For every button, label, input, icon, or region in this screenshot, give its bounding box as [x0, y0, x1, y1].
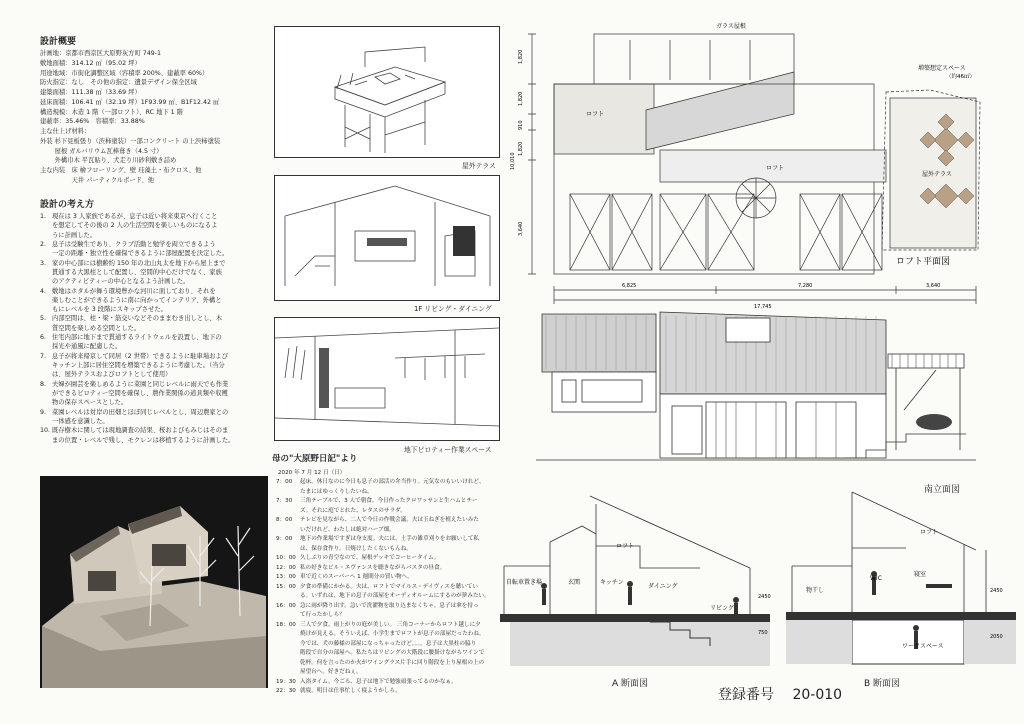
concept-heading: 設計の考え方: [40, 200, 95, 210]
section-a-title: A 断面図: [612, 679, 649, 689]
concept-item-line: [40, 324, 272, 333]
diary-entry-time: 12：00: [276, 564, 296, 571]
diary-entry-line: [276, 668, 504, 678]
concept-item-text: ができるピロティー空間を確保し、農作業関係の道具類や収穫: [52, 389, 228, 397]
diary-entry-line: [276, 602, 504, 612]
concept-item-line: [40, 212, 272, 221]
concept-item-text: まの位置・レベルで残し、モクレンは移植するように計画した。: [52, 436, 235, 444]
dims-horizontal: [622, 283, 940, 310]
concept-item-line: [40, 221, 272, 230]
dim-v-4: 1,820: [518, 141, 524, 156]
model-photo: [40, 476, 268, 688]
section-a-label-bike: 自転車置き場: [506, 579, 543, 586]
section-b-label-workspace: ワークスペース: [902, 643, 944, 650]
concept-item-line: [40, 259, 272, 268]
loft-plan-title: ロフト平面図: [896, 257, 951, 267]
overview-line: 屋根 ガルバリウム瓦棒葺き（4.5 寸）: [40, 147, 163, 155]
overview-section: [40, 34, 270, 186]
section-b-dim-2: 2050: [990, 634, 1003, 640]
section-b-label-loft: ロフト: [920, 529, 939, 536]
concept-item-text: うに計画した。: [52, 231, 97, 239]
concept-item-number: 8.: [40, 380, 47, 388]
overview-line: 計画地：京都市西京区大原野灰方町 749-1: [40, 50, 162, 57]
terrace-sketch-drawing: [275, 27, 499, 157]
diary-entry-time: [276, 630, 300, 640]
diary-entry-line: [276, 564, 504, 574]
concept-item-text: 敷地はホタルが舞う環境豊かな河川に面しており、それを: [52, 287, 216, 295]
concept-item-line: [40, 436, 272, 445]
overview-line: 外装 杉下見板張り（渋柿塗装）一部コンクリート の上渋柿塗装: [40, 137, 221, 145]
concept-item-line: [40, 240, 272, 249]
diary-entry-line: [276, 687, 504, 697]
concept-item-line: [40, 287, 272, 296]
dim-v-5: 3,640: [518, 221, 524, 236]
diary-entry-text: る。いずれは、地下の息子の部屋をオーディオルームにするのが夢みたい。: [300, 593, 490, 599]
diary-entry-line: [276, 478, 504, 488]
diary-entry-line: [276, 554, 504, 564]
concept-item-line: [40, 370, 272, 379]
diary-entry-text: いだけれど、わたしは絶対ハーブ畑。: [300, 526, 395, 533]
diary-entry-line: [276, 621, 504, 631]
diary-entry-line: [276, 611, 504, 621]
diary-entry-time: [276, 659, 300, 669]
diary-entry-text: は、保存食作り。日焼けしたくないもんね。: [300, 545, 412, 552]
concept-item-text: 息子は受験生であり、クラブ活動と勉学を両立できるよう: [52, 240, 216, 248]
diary-entry-text: 久しぶりの青空なので、屋根デッキでコーヒータイム。: [300, 555, 440, 561]
overview-heading: 設計概要: [40, 37, 77, 47]
diary-entry-time: 15：00: [276, 583, 296, 590]
diary-entry-text: 焼けが見える。そういえば、小学生までロフトが息子の部屋だったわね。: [300, 631, 485, 637]
concept-item-text: 住宅内部に地下まで貫通するライトウェルを設置し、地下の: [52, 334, 222, 342]
diary-entry-line: [276, 526, 504, 536]
diary-entry-line: [276, 545, 504, 555]
dim-v-2: 1,820: [518, 91, 524, 106]
overview-line: 建蔽率：35.46% 容積率：33.88%: [40, 118, 145, 126]
concept-item-line: [40, 408, 272, 417]
diary-entry-time: [276, 526, 300, 536]
diary-date: 2020 年 7 月 12 日（日）: [278, 470, 346, 476]
concept-item-line: [40, 389, 272, 398]
dim-v-total: 10,010: [510, 152, 516, 170]
concept-item-line: [40, 398, 272, 407]
concept-item-line: [40, 361, 272, 370]
diary-entry-text: 三角テーブルで、3 人で朝食。今日作ったクロワッサンと生ハムとチー: [300, 498, 478, 504]
concept-item-text: を想定してその後の 2 人の生活空間を楽しいものになるよ: [52, 222, 218, 230]
sketch-terrace: [274, 26, 500, 158]
section-b-label-storage: 物干し: [806, 587, 825, 594]
concept-item-text: 内部空間は、柱・梁・筋交いなどそのままむき出しとし、木: [52, 315, 223, 323]
diary-entry-line: [276, 497, 504, 507]
concept-item-text: 貫通する大黒柱として配置し、空間的中心だけでなく、家族: [52, 268, 222, 276]
section-a-dim-2: 750: [758, 630, 768, 636]
dim-v-3: 910: [518, 120, 524, 130]
concept-list: [40, 212, 272, 445]
concept-item-text: は、屋外テラスおよびロフトとして使用）: [52, 371, 172, 379]
concept-item-line: [40, 426, 272, 435]
sketch-piloti: [274, 317, 500, 441]
south-elevation: [536, 310, 976, 480]
concept-item-number: 2.: [40, 240, 47, 248]
diary-entry-time: 7：30: [276, 498, 293, 504]
concept-item-line: [40, 314, 272, 323]
concept-item-line: [40, 268, 272, 277]
diary-entry-text: 乾杯。何を言ったのか火がワイングラス片手に回り階段を上り屋根の上の: [300, 659, 485, 666]
section-a-dim-1: 2450: [758, 594, 771, 600]
diary-entry-time: 9：00: [276, 536, 293, 542]
diary-entry-text: 就寝。明日は仕事忙しく寝ようかしら。: [300, 688, 401, 694]
label-future-space: 増築想定スペース: [918, 65, 966, 72]
concept-item-line: [40, 305, 272, 314]
overview-line: 天井 パーティクルボード、他: [40, 176, 155, 184]
diary-entry-text: 屋望台へ。好きだねぇ。: [300, 669, 362, 675]
diary-entry-text: ズ。それに庭でとれた、レタスのサラダ。: [300, 507, 406, 514]
concept-item-number: 1.: [40, 213, 47, 220]
diary-entry-time: 10：00: [276, 555, 296, 561]
section-a-label-entrance: 玄関: [568, 579, 581, 586]
concept-item-text: 質空間を楽しめる空間とした。: [52, 324, 141, 332]
concept-item-line: [40, 249, 272, 258]
dim-h-2: 7,280: [798, 283, 813, 289]
section-b-dim-1: 2450: [990, 588, 1003, 594]
overview-line: 防火指定：なし その他の指定：遺景デザイン保全区域: [40, 79, 197, 87]
caption-living: 1F リビング・ダイニング: [414, 305, 492, 313]
diary-entry-line: [276, 678, 504, 688]
diary-list: [276, 478, 504, 697]
concept-section: [40, 197, 272, 445]
diary-entry-text: 急に雨が降り出す。急いで洗濯物を取り込まなくちゃ。息子は傘を持っ: [300, 602, 479, 609]
dim-v-1: 1,820: [518, 49, 524, 64]
concept-item-line: [40, 342, 272, 351]
concept-item-line: [40, 296, 272, 305]
diary-entry-time: 18：00: [276, 621, 296, 628]
overview-line: 用途地域：市街化調整区域（容積率 200%、建蔽率 60%）: [40, 69, 209, 77]
overview-line: 主な内装 床 檜フローリング、壁 珪藻土・布クロス、他: [40, 167, 202, 174]
diary-entry-line: [276, 488, 504, 498]
living-sketch-drawing: [275, 176, 499, 300]
diary-entry-time: 16：00: [276, 602, 296, 609]
diary-section: [272, 452, 504, 697]
diary-entry-text: 地下の作業場ですぎは身支度。夫には、土手の雑草刈りをお願いして私: [300, 536, 480, 542]
concept-item-number: 7.: [40, 352, 47, 360]
diary-title: 母の"大原野日記"より: [272, 454, 358, 464]
overview-line: 外構巾木 平瓦貼り、犬走り川砂利敷き詰め: [40, 157, 177, 165]
section-b-label-bedroom: 寝室: [914, 571, 927, 578]
concept-item-text: 夫婦が園芸を楽しめるように菜園と同じレベルに雨天でも作業: [52, 380, 229, 388]
diary-entry-line: [276, 640, 504, 650]
diary-entry-text: テレビを見ながら、二人で今日の作戦会議。夫は玉ねぎを植えたいみた: [300, 517, 479, 523]
diary-entry-time: [276, 640, 300, 650]
section-b-title: B 断面図: [864, 679, 901, 689]
diary-entry-text: 階段で自分の部屋へ。私たちはリビングの大階段に腰掛けながらワインで: [300, 650, 485, 656]
diary-entry-line: [276, 630, 504, 640]
diary-entry-time: [276, 488, 300, 498]
diary-entry-time: 8：00: [276, 517, 293, 523]
concept-item-line: [40, 333, 272, 342]
concept-item-text: 現在は 3 人家族であるが、息子は近い将来東京へ行くこと: [52, 213, 218, 220]
diary-entry-line: [276, 573, 504, 583]
registration-label: 登録番号: [718, 687, 774, 703]
diary-entry-line: [276, 507, 504, 517]
concept-item-line: [40, 380, 272, 389]
diary-entry-time: 22：30: [276, 688, 296, 694]
concept-item-text: キッチン上部に居住空間を増築できるように考慮した。（当分: [52, 362, 225, 369]
concept-item-text: 一定の距離・独立性を確保できるように部屋配置を決定した。: [52, 250, 229, 258]
diary-entry-line: [276, 535, 504, 545]
diary-entry-time: 19：30: [276, 678, 296, 685]
concept-item-text: 家の中心部には樹齢約 150 年の北山丸太を地下から屋上まで: [52, 259, 226, 267]
label-glass-roof: ガラス屋根: [716, 23, 746, 30]
section-a-drawing: [500, 488, 772, 668]
diary-entry-text: 入浴タイム。今ごろ、息子は地下で勉強頑張ってるのかなぁ。: [300, 678, 457, 685]
label-future-area: （約46㎡）: [946, 74, 975, 80]
model-photo-illustration: [40, 476, 268, 688]
section-a-label-kitchen: キッチン: [600, 579, 624, 586]
diary-entry-text: 夕食の準備にかかる。夫は、ロフトでマイルス・デイヴィスを聴いてい: [300, 583, 478, 590]
south-elevation-title: 南立面図: [924, 485, 961, 495]
section-b: [786, 488, 1016, 668]
diary-entry-line: [276, 659, 504, 669]
dim-h-total: 17,745: [754, 304, 772, 310]
concept-item-text: 楽しむことができるように南に向かってインテリア、外構と: [52, 296, 222, 304]
caption-piloti: 地下ピロティー作業スペース: [404, 446, 492, 454]
overview-line: 主な仕上げ材料：: [40, 128, 91, 135]
section-b-drawing: [786, 488, 1016, 668]
section-a-label-living: リビング: [710, 605, 734, 612]
label-terrace: 屋外テラス: [922, 171, 952, 178]
concept-item-text: 既存樹木に関しては現地調査の結果、桜およびもみじはそのま: [52, 427, 229, 435]
concept-item-text: 息子が将来帰京して同居（2 世帯）できるように駐車場および: [52, 352, 229, 360]
loft-plan-drawing: [510, 10, 1010, 310]
diary-entry-text: 起床。休日なのに今日も息子の部活の弁当作り。元気なのもいいけれど、: [300, 479, 485, 485]
section-a: [500, 488, 772, 668]
diary-entry-time: [276, 611, 300, 621]
concept-item-number: 10.: [40, 427, 51, 435]
overview-line: 建築面積：111.38 ㎡（33.69 坪）: [40, 89, 141, 96]
concept-item-number: 9.: [40, 408, 47, 416]
concept-item-text: 一体感を意識した。: [52, 417, 109, 425]
diary-entry-time: [276, 649, 300, 659]
concept-item-number: 4.: [40, 287, 47, 295]
diary-entry-text: 三人で夕食。雨上がりの庭が美しい。 三角コーナーからロフト越しに夕: [300, 621, 481, 628]
registration-value: 20-010: [792, 687, 843, 703]
concept-item-text: のアクティビティーの中心となるよう計画した。: [52, 278, 190, 286]
dims-vertical: [510, 50, 524, 236]
diary-entry-text: 今では、犬の藤様の部屋になっちゃったけど。。。。息子は大黒柱の脇り: [300, 640, 477, 647]
piloti-sketch-drawing: [275, 318, 499, 440]
diary-entry-time: [276, 592, 300, 602]
concept-item-text: もにレベルを 3 段階にスキップさせた。: [52, 306, 167, 314]
diary-entry-text: て行ったかしら？: [300, 612, 345, 618]
diary-entry-line: [276, 583, 504, 593]
concept-item-number: 6.: [40, 334, 47, 342]
diary-entry-time: 7：00: [276, 479, 293, 485]
section-a-label-dining: ダイニング: [648, 583, 678, 590]
diary-entry-time: [276, 507, 300, 517]
concept-item-text: 物の保存スペースとした。: [52, 399, 128, 407]
overview-line: 構造規模：木造 1 階（一部ロフト）、RC 地下 1 階: [40, 108, 183, 116]
concept-item-line: [40, 417, 272, 426]
dim-h-3: 3,640: [926, 283, 941, 289]
diary-entry-time: [276, 668, 300, 678]
diary-entry-text: 車で近くのスーパーへ 1 週間分の買い物へ。: [300, 574, 413, 580]
concept-item-line: [40, 277, 272, 286]
diary-entry-text: 私の好きなビル・エヴァンスを聴きながらパスタの昼食。: [300, 564, 446, 571]
concept-item-text: 採光や通風に配慮した。: [52, 343, 122, 351]
concept-item-line: [40, 231, 272, 240]
concept-item-number: 3.: [40, 259, 47, 267]
diary-entry-line: [276, 516, 504, 526]
section-b-label-wic: WIC: [870, 575, 882, 582]
label-loft-1: ロフト: [586, 111, 605, 118]
overview-line: 敷地面積：314.12 ㎡（95.02 坪）: [40, 59, 141, 67]
dim-h-1: 6,825: [622, 283, 637, 289]
diary-entry-time: [276, 545, 300, 555]
section-a-label-loft: ロフト: [616, 543, 635, 550]
diary-entry-text: たまにはゆっくりしたいね。: [300, 488, 373, 495]
diary-entry-time: 13：00: [276, 574, 296, 580]
label-loft-2: ロフト: [766, 165, 785, 172]
sketch-living: [274, 175, 500, 301]
loft-plan: [510, 10, 1010, 310]
south-elevation-drawing: [536, 310, 976, 480]
diary-entry-line: [276, 592, 504, 602]
diary-entry-line: [276, 649, 504, 659]
concept-item-text: 菜園レベルは対岸の田畑とほぼ同じレベルとし、周辺農家との: [52, 408, 229, 416]
overview-line: 延床面積：106.41 ㎡（32.19 坪）1F93.99 ㎡、B1F12.42 ㎡: [40, 98, 220, 106]
concept-item-line: [40, 352, 272, 361]
registration-number: [718, 684, 842, 704]
concept-item-number: 5.: [40, 315, 47, 323]
caption-terrace: 屋外テラス: [462, 162, 496, 170]
overview-lines: [40, 49, 270, 186]
